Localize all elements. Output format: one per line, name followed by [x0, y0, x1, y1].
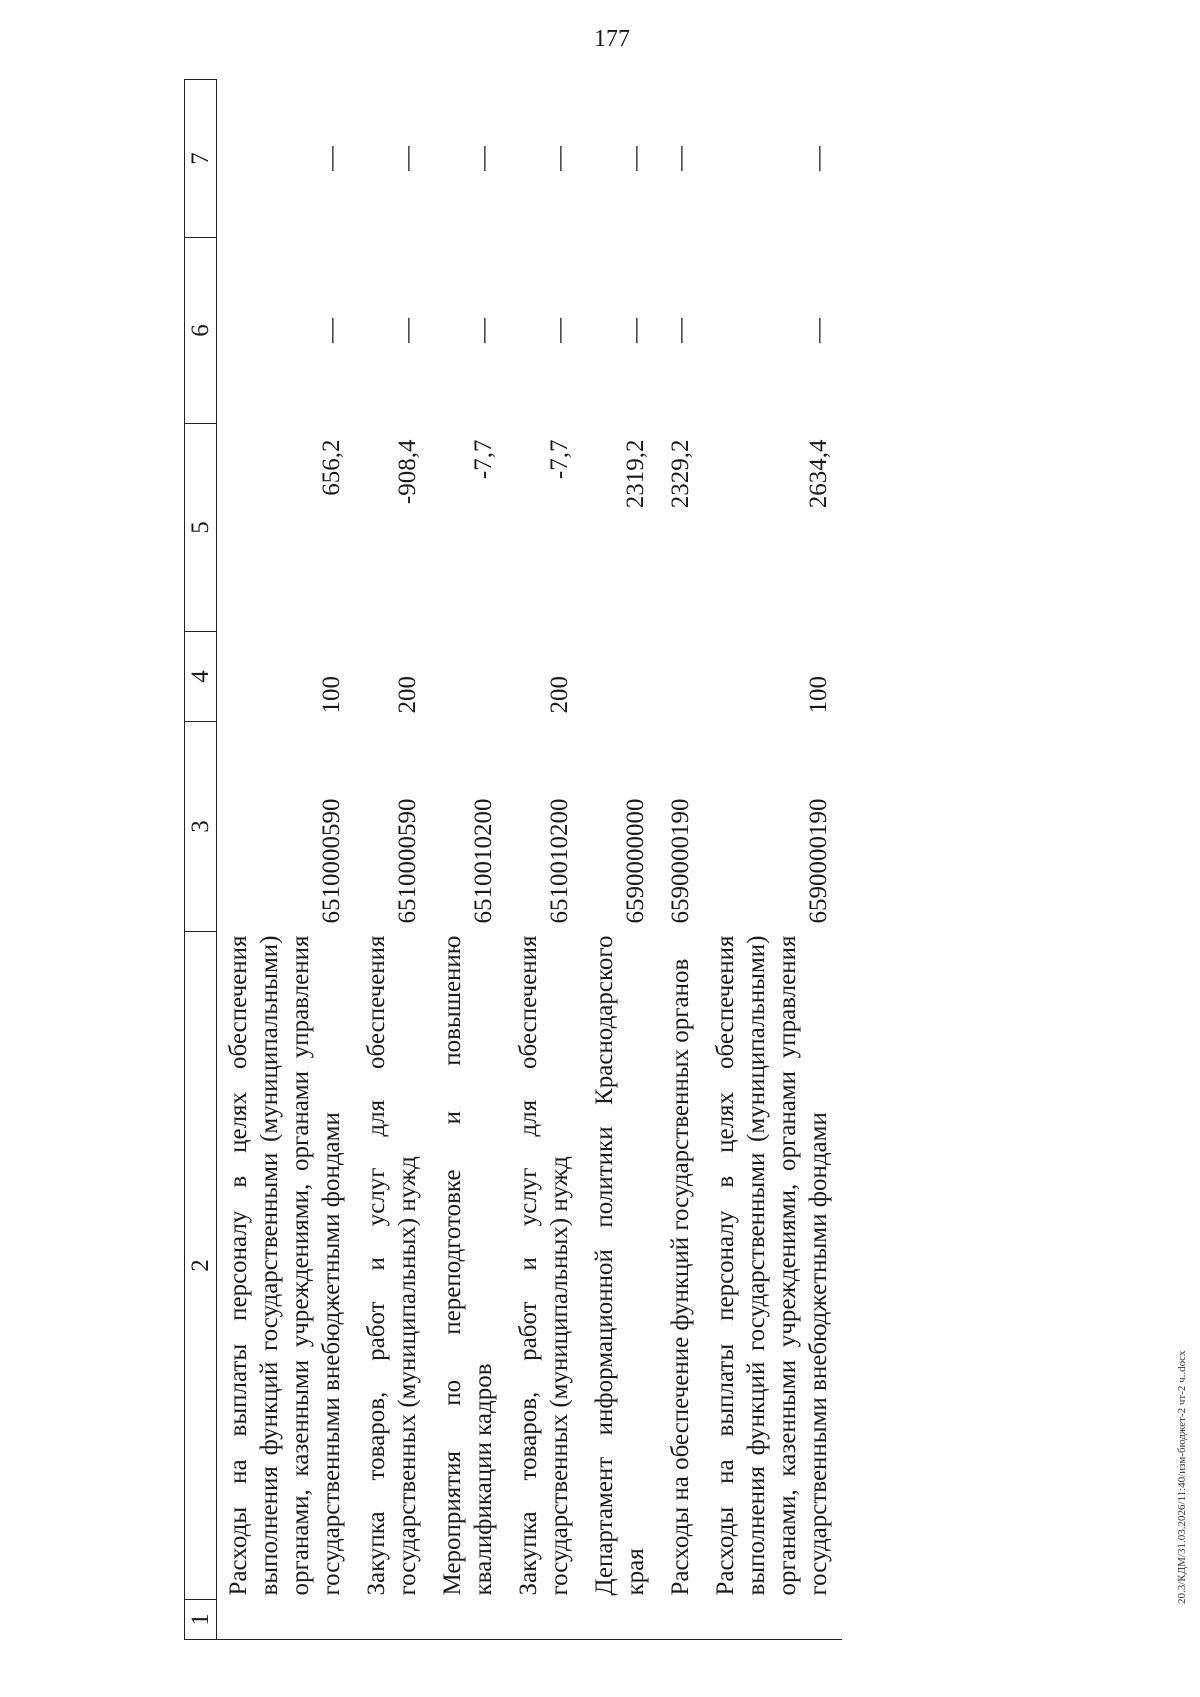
- row-amount: -908,4: [394, 439, 421, 505]
- row-target-code: 6590000190: [667, 798, 694, 924]
- row-target-code: 6510010200: [470, 798, 497, 924]
- row-description: Закупка товаров, работ и услуг для обеспечения государственных (муниципальных) нужд: [363, 935, 421, 1596]
- row-col6: —: [470, 318, 497, 343]
- row-number-cell: [704, 1600, 842, 1640]
- table-row: [355, 80, 431, 1640]
- row-number-cell: [583, 1600, 659, 1640]
- row-number-cell: [659, 1600, 704, 1640]
- row-target-code: 6590000000: [622, 798, 649, 924]
- row-target-code: 6510000590: [318, 798, 345, 924]
- budget-table-rotated: [184, 80, 1094, 1640]
- header-col-3: 3: [185, 722, 217, 932]
- row-col7: —: [318, 146, 345, 171]
- table-row: [431, 80, 507, 1640]
- table-row: [217, 80, 356, 1640]
- row-amount: 2634,4: [805, 439, 832, 509]
- row-col7: —: [667, 146, 694, 171]
- row-col6: —: [622, 318, 649, 343]
- table-row: [659, 80, 704, 1640]
- row-description: Закупка товаров, работ и услуг для обеспечения государственных (муниципальных) нужд: [515, 935, 573, 1596]
- row-col7: —: [622, 146, 649, 171]
- header-col-4: 4: [185, 632, 217, 722]
- budget-table: [184, 79, 842, 1640]
- row-amount: 656,2: [318, 439, 345, 496]
- row-target-code: 6510010200: [546, 798, 573, 924]
- row-expense-type: [431, 632, 507, 722]
- row-number-cell: [431, 1600, 507, 1640]
- row-expense-type: [583, 632, 659, 722]
- row-number-cell: [217, 1600, 356, 1640]
- row-expense-type: [659, 632, 704, 722]
- document-footer-code: 20.3/КДМ/31.03.2026/11:40/изм-бюджет-2 чт-2 ч..docx: [1176, 1350, 1188, 1604]
- row-target-code: 6590000190: [805, 798, 832, 924]
- row-description: Расходы на выплаты персоналу в целях обеспечения выполнения функций государственными (муниципальными) органами, казенными учреждениями, органами управления государственными внебюджетными фондами: [225, 935, 345, 1596]
- row-description: Расходы на обеспечение функций государственных органов: [667, 958, 694, 1596]
- table-row: [507, 80, 583, 1640]
- row-col7: —: [546, 146, 573, 171]
- row-col6: —: [805, 318, 832, 343]
- row-col7: —: [805, 146, 832, 171]
- row-col6: —: [318, 318, 345, 343]
- row-description: Расходы на выплаты персоналу в целях обеспечения выполнения функций государственными (муниципальными) органами, казенными учреждениями, органами управления государственными внебюджетными фондами: [712, 935, 832, 1596]
- row-expense-type: 200: [394, 676, 421, 714]
- row-amount: -7,7: [470, 439, 497, 480]
- row-amount: 2329,2: [667, 439, 694, 509]
- row-number-cell: [507, 1600, 583, 1640]
- row-expense-type: 100: [805, 676, 832, 714]
- row-col7: —: [470, 146, 497, 171]
- row-col6: —: [394, 318, 421, 343]
- page-number: 177: [594, 26, 630, 52]
- row-amount: 2319,2: [622, 439, 649, 509]
- table-header-row: [185, 80, 217, 1640]
- row-expense-type: 100: [318, 676, 345, 714]
- table-row: [583, 80, 659, 1640]
- header-col-1: 1: [185, 1600, 217, 1640]
- table-row: [704, 80, 842, 1640]
- row-description: Мероприятия по переподготовке и повышению квалификации кадров: [439, 935, 497, 1596]
- header-col-7: 7: [185, 80, 217, 238]
- row-col6: —: [667, 318, 694, 343]
- row-col6: —: [546, 318, 573, 343]
- row-col7: —: [394, 146, 421, 171]
- header-col-5: 5: [185, 424, 217, 632]
- header-col-2: 2: [185, 932, 217, 1600]
- row-number-cell: [355, 1600, 431, 1640]
- row-expense-type: 200: [546, 676, 573, 714]
- row-description: Департамент информационной политики Краснодарского края: [591, 935, 649, 1596]
- row-target-code: 6510000590: [394, 798, 421, 924]
- row-amount: -7,7: [546, 439, 573, 480]
- header-col-6: 6: [185, 238, 217, 424]
